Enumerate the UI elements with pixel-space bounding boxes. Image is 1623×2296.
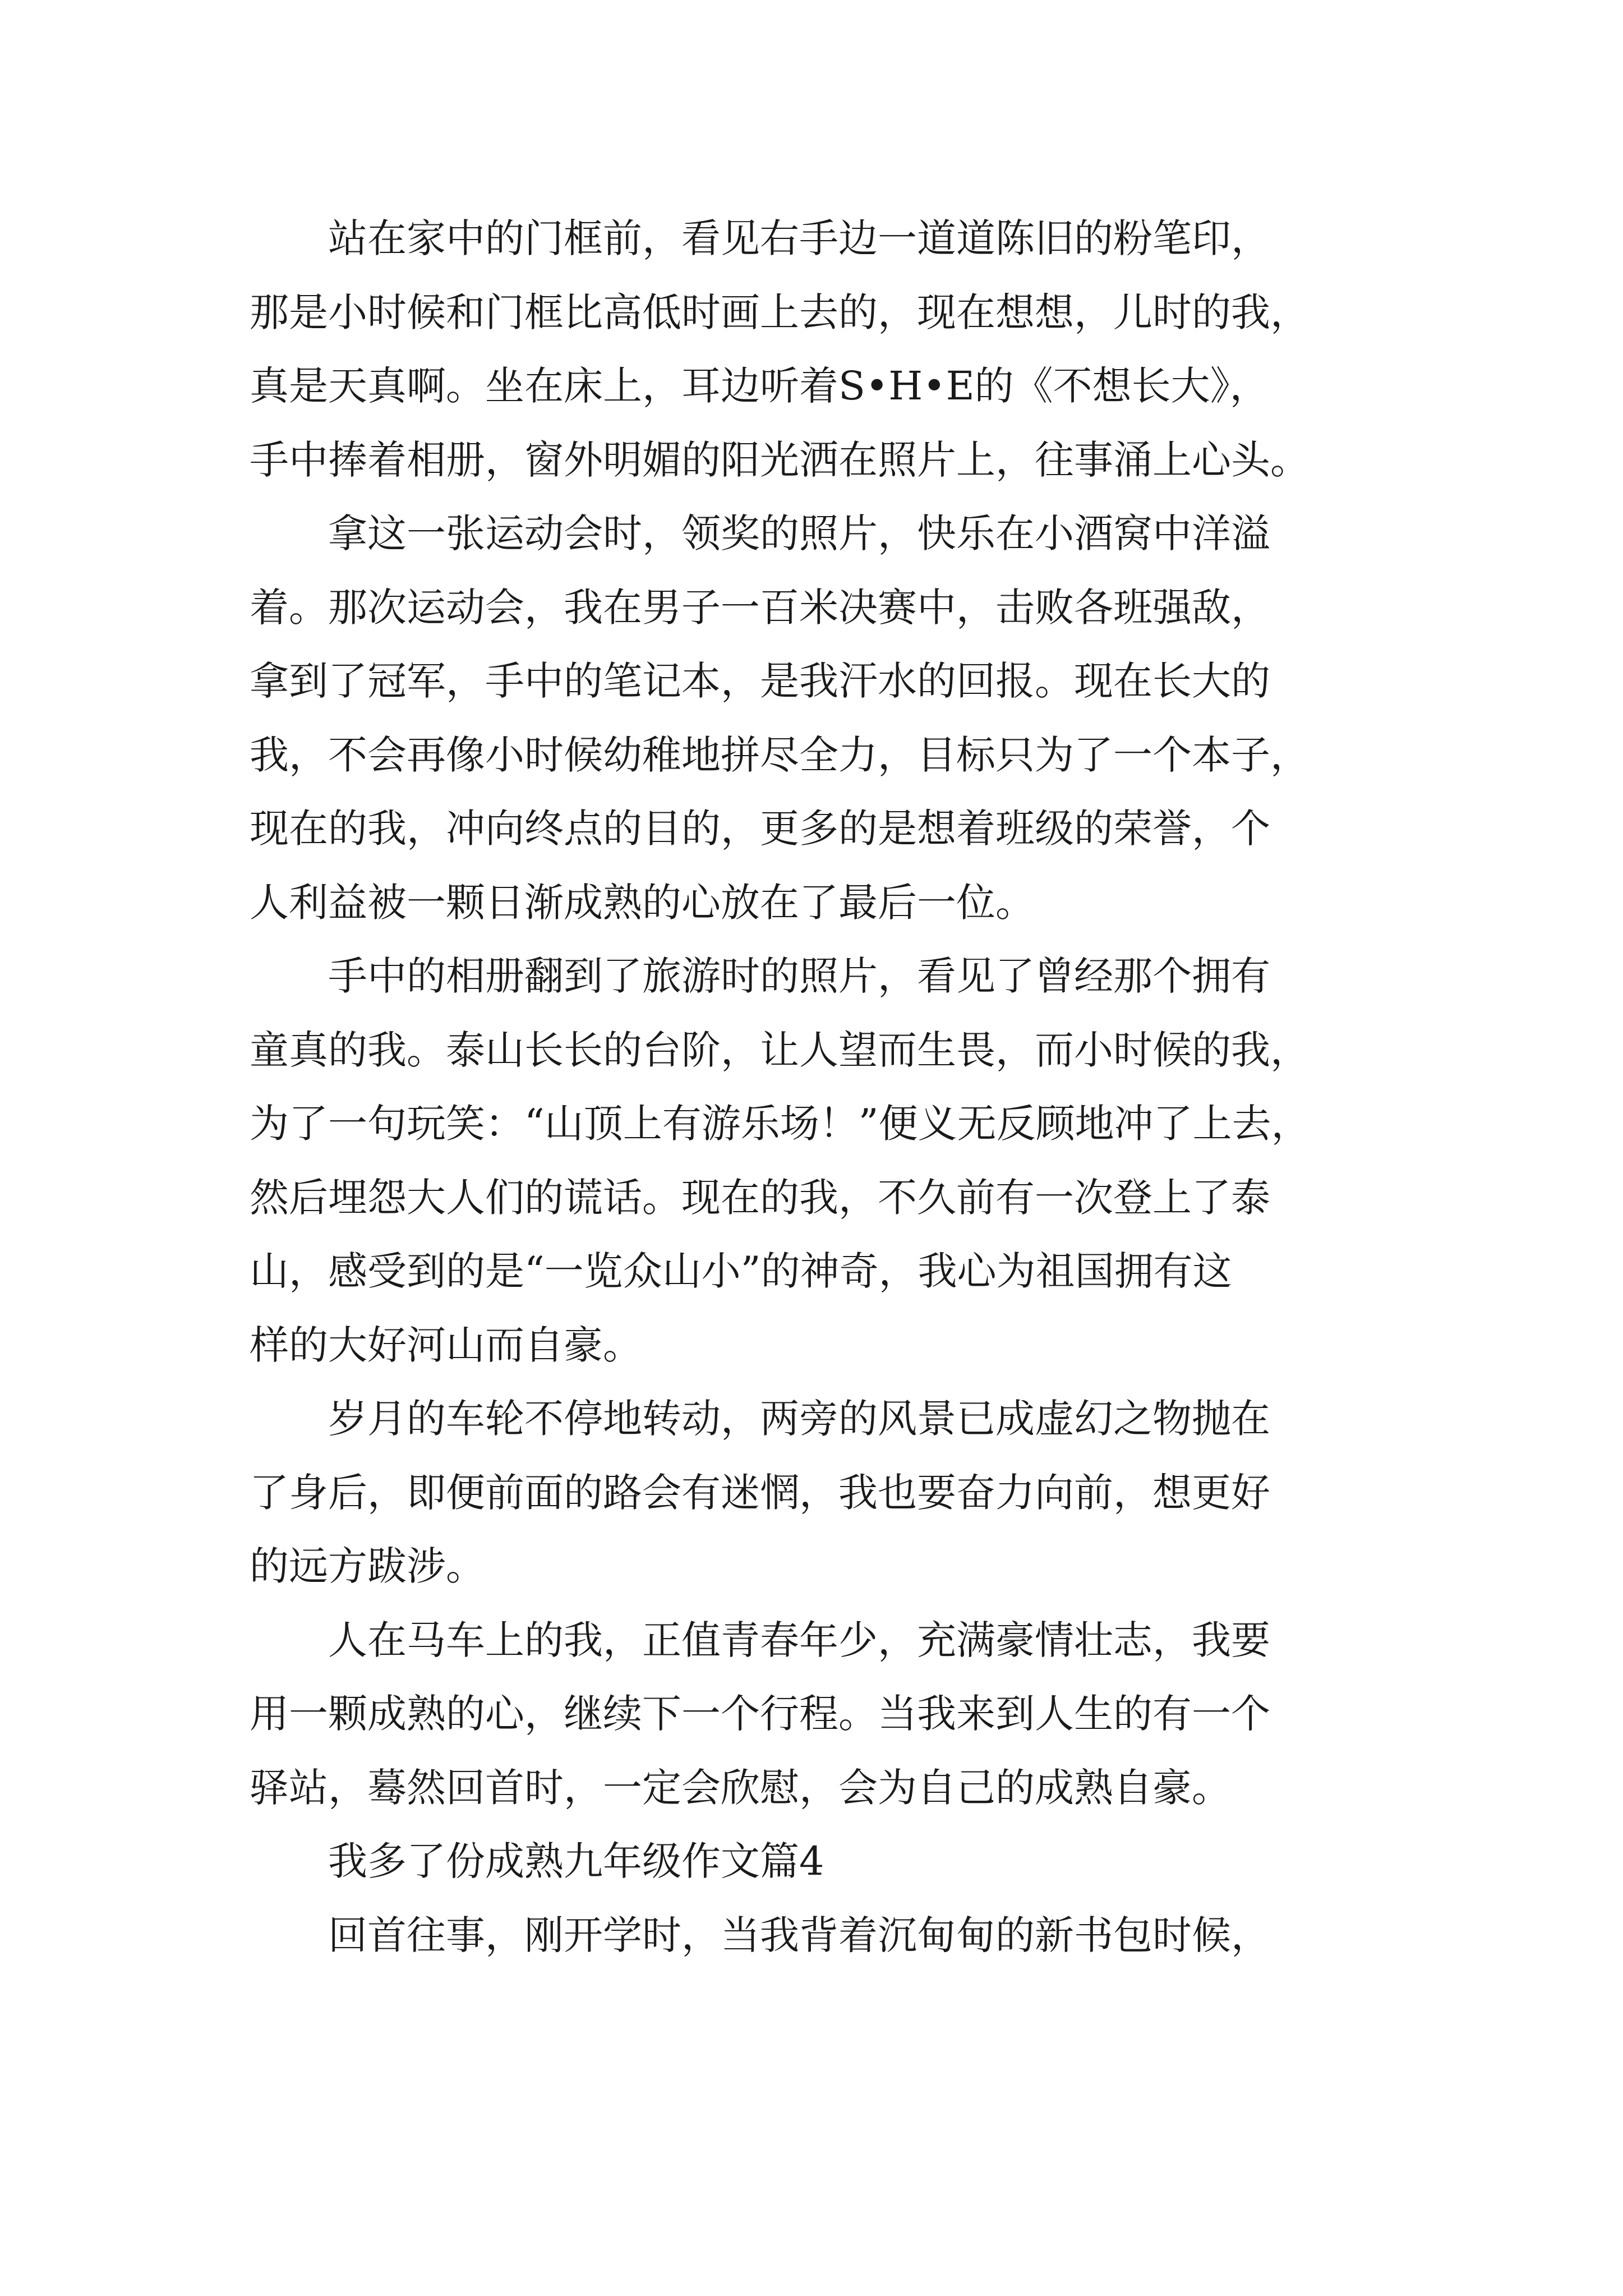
paragraph-2: 拿这一张运动会时，领奖的照片，快乐在小酒窝中洋溢 着。那次运动会，我在男子一百米决赛中，击败各班强敌， 拿到了冠军，手中的笔记本，是我汗水的回报。现在长大的 我，不会再像小时候幼稚地拼尽全力，目标只为了一个本子， 现在的我，冲向终点的目的，更多的是想着班级的荣誉，个 人利益被一颗日渐成熟的心放在了最后一位。 (250, 510, 1310, 926)
paragraph-6: 回首往事，刚开学时，当我背着沉甸甸的新书包时候， (328, 1912, 1270, 1958)
paragraph-3: 手中的相册翻到了旅游时的照片，看见了曾经那个拥有 童真的我。泰山长长的台阶，让人望而生畏，而小时候的我， 为了一句玩笑：“山顶上有游乐场！”便义无反顾地冲了上去， 然后埋怨大人们的谎话。现在的我，不久前有一次登上了泰 山，感受到的是“一览众山小”的神奇，我心为祖国拥有这 样的大好河山而自豪。 (250, 953, 1311, 1368)
document-body (250, 202, 1388, 1972)
paragraph-4: 岁月的车轮不停地转动，两旁的风景已成虚幻之物抛在 了身后，即便前面的路会有迷惘，我也要奋力向前，想更好 的远方跋涉。 (250, 1396, 1270, 1589)
section-heading: 我多了份成熟九年级作文篇4 (328, 1838, 824, 1884)
paragraph-1: 站在家中的门框前，看见右手边一道道陈旧的粉笔印， 那是小时候和门框比高低时画上去的，现在想想，儿时的我， 真是天真啊。坐在床上，耳边听着S•H•E的《不想长大》， 手中捧着相册，窗外明媚的阳光洒在照片上，往事涌上心头。 (250, 215, 1310, 483)
paragraph-5: 人在马车上的我，正值青春年少，充满豪情壮志，我要 用一颗成熟的心，继续下一个行程。当我来到人生的有一个 驿站，蓦然回首时，一定会欣慰，会为自己的成熟自豪。 (250, 1617, 1270, 1811)
